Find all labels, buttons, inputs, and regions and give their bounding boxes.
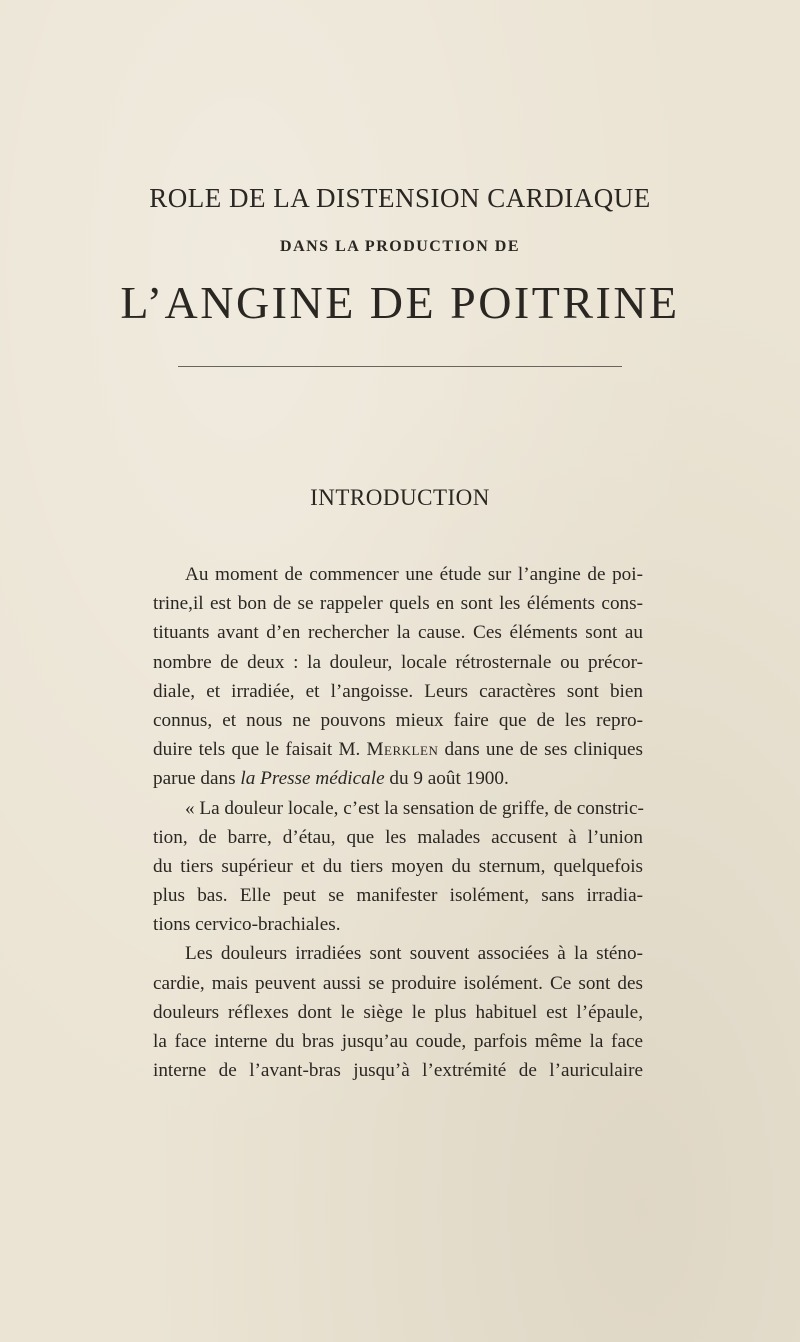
text-line: tion, de barre, d’étau, que les malades accusent à l’union: [153, 826, 643, 848]
text-line: diale, et irradiée, et l’angoisse. Leurs caractères sont bien: [153, 680, 643, 702]
text-line: [153, 735, 643, 764]
text-line: plus bas. Elle peut se manifester isolément, sans irradia-: [153, 885, 643, 907]
text-line: cardie, mais peuvent aussi se produire isolément. Ce sont des: [153, 972, 643, 994]
text-line: tions cervico-brachiales.: [153, 914, 341, 936]
text-line: tituants avant d’en rechercher la cause. Ces éléments sont au: [153, 622, 643, 644]
text-line: connus, et nous ne pouvons mieux faire que de les repro-: [153, 709, 643, 731]
author-name: Merklen: [366, 739, 439, 761]
text-line: trine,il est bon de se rappeler quels en sont les éléments cons-: [153, 593, 643, 615]
body-text: [153, 560, 643, 1085]
text-line: du tiers supérieur et du tiers moyen du sternum, quelquefois: [153, 855, 643, 877]
text-line: [153, 764, 643, 793]
sub-title: DANS LA PRODUCTION DE: [280, 238, 520, 255]
text-line: douleurs réflexes dont le siège le plus habituel est l’épaule,: [153, 1001, 643, 1023]
disease-title: L’ANGINE DE POITRINE: [120, 277, 680, 328]
text-fragment: dans une de ses cliniques: [438, 739, 643, 761]
text-line: nombre de deux : la douleur, locale rétrosternale ou précor-: [153, 651, 643, 673]
text-line: interne de l’avant-bras jusqu’à l’extrémité de l’auriculaire: [153, 1060, 643, 1082]
text-line: la face interne du bras jusqu’au coude, parfois même la face: [153, 1031, 643, 1052]
text-line: « La douleur locale, c’est la sensation de griffe, de constric-: [185, 797, 644, 819]
text-fragment: parue dans: [153, 768, 241, 790]
text-fragment: du 9 août 1900.: [384, 768, 509, 790]
text-line: Au moment de commencer une étude sur l’angine de poi-: [185, 564, 643, 585]
title-divider: [178, 366, 622, 367]
text-line: Les douleurs irradiées sont souvent associées à la sténo-: [185, 943, 643, 965]
section-heading: INTRODUCTION: [310, 485, 490, 510]
journal-title: la Presse médicale: [240, 768, 385, 790]
text-fragment: duire tels que le faisait M.: [153, 739, 367, 761]
main-title: ROLE DE LA DISTENSION CARDIAQUE: [149, 183, 651, 213]
